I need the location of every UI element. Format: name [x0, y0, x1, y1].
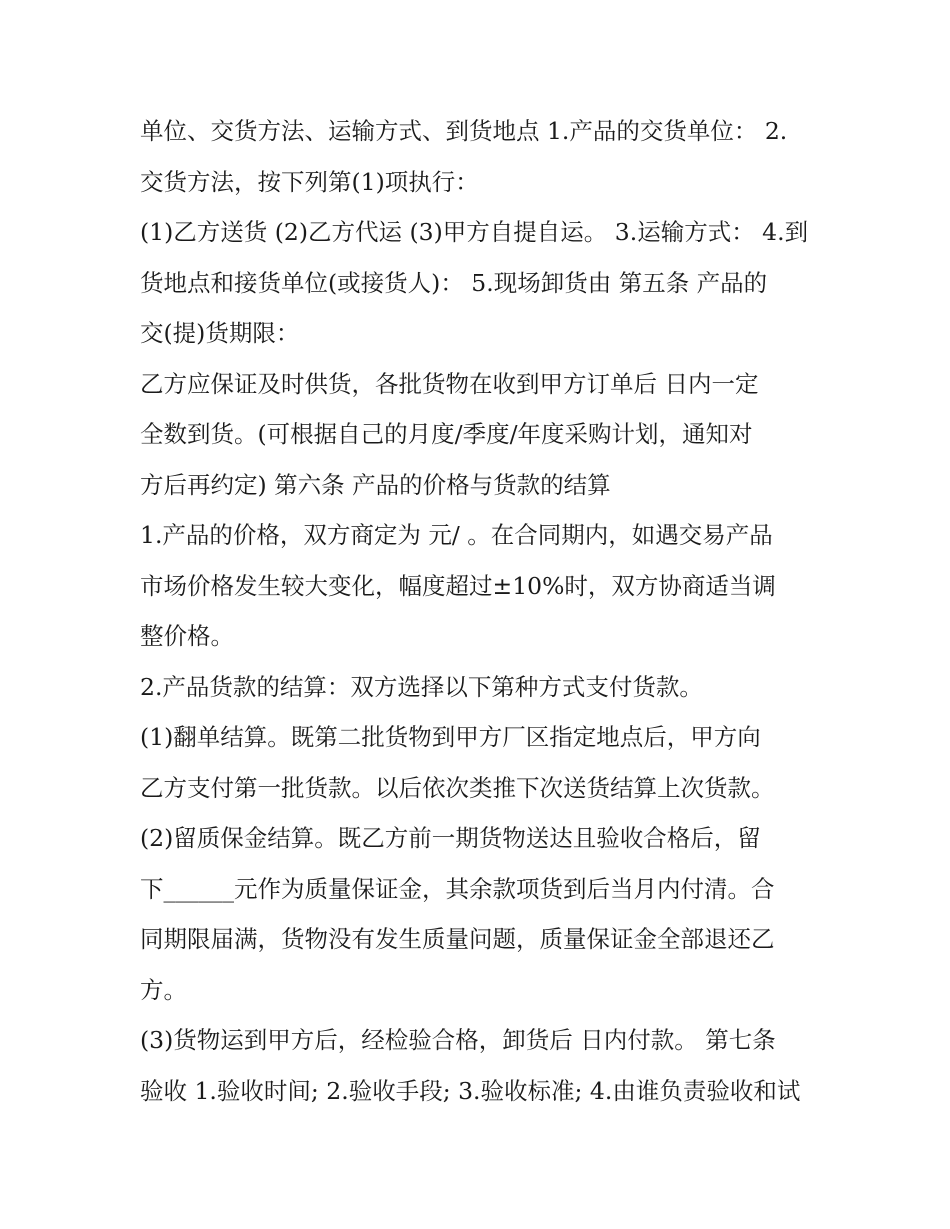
text-line: 下______元作为质量保证金，其余款项货到后当月内付清。合 [140, 874, 775, 903]
text-line: 验收 1.验收时间; 2.验收手段; 3.验收标准; 4.由谁负责验收和试 [140, 1076, 801, 1105]
text-line: 全数到货。(可根据自己的月度/季度/年度采购计划，通知对 [140, 420, 753, 448]
text-line: (2)留质保金结算。既乙方前一期货物送达且验收合格后，留 [140, 824, 761, 852]
text-line: 货地点和接货单位(或接货人)： 5.现场卸货由 第五条 产品的 [140, 268, 768, 297]
text-line: 整价格。 [140, 622, 234, 650]
text-line: 市场价格发生较大变化，幅度超过±10%时，双方协商适当调 [140, 571, 776, 600]
text-line: 2.产品货款的结算：双方选择以下第种方式支付货款。 [140, 672, 703, 701]
text-line: 交货方法，按下列第(1)项执行： [140, 167, 479, 196]
document-body [140, 106, 820, 1116]
text-line: 方后再约定) 第六条 产品的价格与货款的结算 [140, 470, 611, 499]
text-line: (3)货物运到甲方后，经检验合格，卸货后 日内付款。 第七条 [140, 1026, 776, 1054]
text-line: 1.产品的价格，双方商定为 元/ 。在合同期内，如遇交易产品 [140, 521, 773, 549]
text-line: 乙方应保证及时供货，各批货物在收到甲方订单后 日内一定 [140, 369, 759, 398]
text-line: 交(提)货期限： [140, 319, 300, 347]
text-line: 乙方支付第一批货款。以后依次类推下次送货结算上次货款。 [140, 773, 775, 802]
text-line: 同期限届满，货物没有发生质量问题，质量保证金全部退还乙 [140, 925, 775, 953]
text-line: 单位、交货方法、运输方式、到货地点 1.产品的交货单位： 2. [140, 117, 788, 145]
text-line: 方。 [140, 975, 187, 1004]
text-line: (1)翻单结算。既第二批货物到甲方厂区指定地点后，甲方向 [140, 723, 761, 751]
text-line: (1)乙方送货 (2)乙方代运 (3)甲方自提自运。 3.运输方式： 4.到 [140, 218, 809, 246]
